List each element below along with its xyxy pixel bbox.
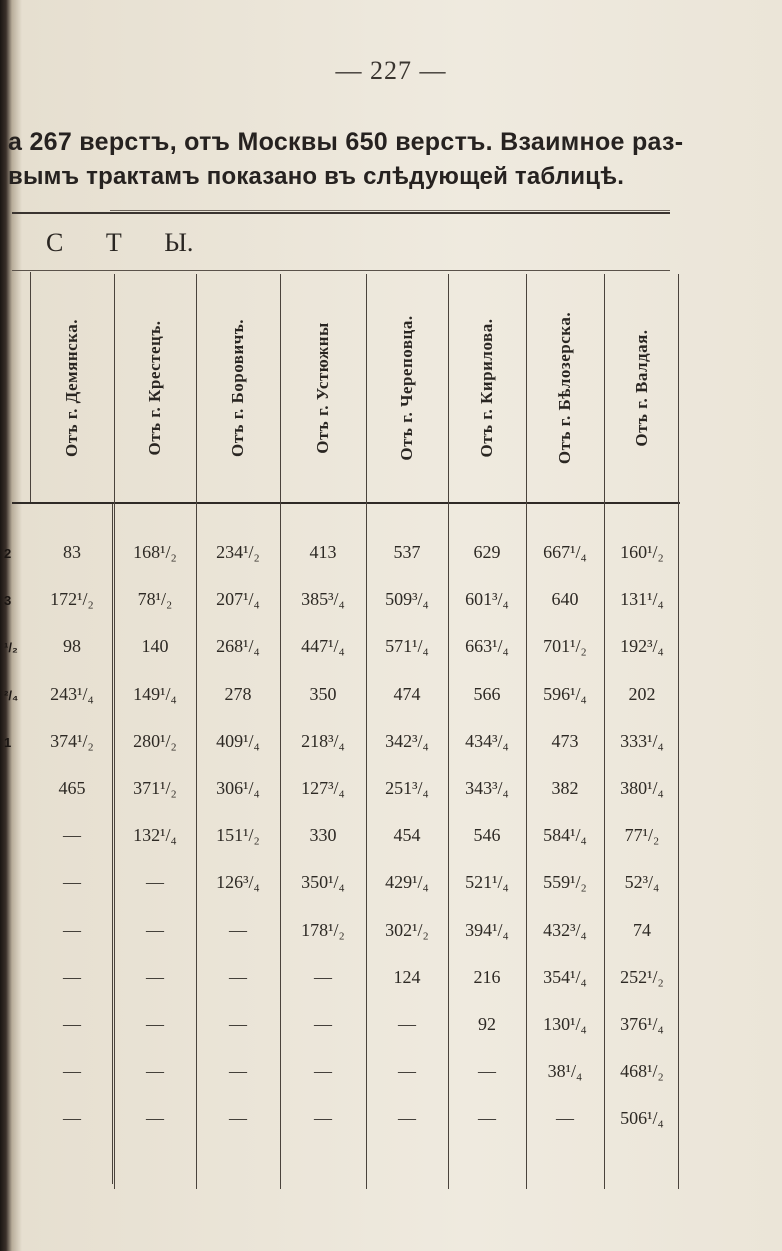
- column-header-label: Отъ г. Бѣлозерска.: [555, 311, 574, 465]
- column-header: [280, 282, 366, 494]
- table-cell: 278: [224, 683, 252, 704]
- table-cell: —: [146, 1061, 164, 1082]
- table-cell: —: [63, 919, 81, 940]
- table-cell: 192³/₄: [620, 636, 664, 657]
- table-cell: 663¹/₄: [465, 636, 509, 657]
- table-cell: 202: [628, 683, 656, 704]
- table-cell: 178¹/₂: [301, 919, 345, 940]
- table-cell: 234¹/₂: [216, 542, 260, 562]
- table-cell: 302¹/₂: [385, 919, 429, 940]
- table-cell: 429¹/₄: [385, 872, 429, 893]
- table-cell: 432³/₄: [543, 919, 587, 940]
- table-cell: 571¹/₄: [385, 636, 429, 657]
- table-cell: 168¹/₂: [133, 542, 177, 562]
- table-cell: —: [398, 1014, 416, 1034]
- table-cell: 473: [551, 730, 579, 751]
- table-cell: —: [314, 966, 332, 987]
- table-cell: 354¹/₄: [543, 966, 587, 987]
- table-cell: 160¹/₂: [620, 542, 664, 562]
- table-cell: 521¹/₄: [465, 872, 509, 893]
- table-cell: 584¹/₄: [543, 825, 587, 846]
- column-header-label: Отъ г. Устюжны: [313, 322, 332, 454]
- table-cell: —: [63, 1108, 81, 1129]
- table-cell: 640: [551, 589, 579, 610]
- table-cell: 342³/₄: [385, 730, 429, 751]
- table-cell: 667¹/₄: [543, 542, 587, 562]
- table-cell: 447¹/₄: [301, 636, 345, 657]
- table-cell: 268¹/₄: [216, 636, 260, 657]
- table-cell: 701¹/₂: [543, 636, 587, 657]
- page-number: — 227 —: [335, 56, 447, 85]
- table-cell: 394¹/₄: [465, 919, 509, 940]
- table-cell: —: [146, 1108, 164, 1129]
- table-cell: 131¹/₄: [620, 589, 664, 610]
- table-cell: 546: [473, 825, 501, 846]
- table-cell: 78¹/₂: [137, 589, 173, 610]
- table-cell: —: [229, 1014, 247, 1034]
- table-cell: 216: [473, 966, 501, 987]
- table-cell: —: [63, 1061, 81, 1082]
- table-cell: —: [478, 1061, 496, 1082]
- table-cell: —: [146, 966, 164, 987]
- column-header: [196, 282, 280, 494]
- left-margin-mark: ²/₄: [4, 687, 19, 703]
- table-cell: —: [229, 1061, 247, 1082]
- column-header-label: Отъ г. Демянска.: [62, 319, 81, 457]
- table-cell: 149¹/₄: [133, 683, 177, 704]
- table-cell: —: [398, 1108, 416, 1129]
- table-cell: 74: [633, 919, 651, 940]
- column-header: [604, 282, 680, 494]
- table-cell: 280¹/₂: [133, 730, 177, 751]
- table-cell: 537: [393, 542, 421, 562]
- table-cell: 343³/₄: [465, 778, 509, 798]
- table-cell: —: [229, 919, 247, 940]
- column-header: [114, 282, 196, 494]
- table-cell: —: [146, 872, 164, 893]
- column-header: [366, 282, 448, 494]
- table-cell: 127³/₄: [301, 778, 345, 798]
- table-cell: 251³/₄: [385, 778, 429, 798]
- column-header-label: Отъ г. Крестецъ.: [145, 320, 164, 456]
- table-cell: 52³/₄: [624, 872, 660, 893]
- table-cell: 172¹/₂: [50, 589, 94, 610]
- table-cell: —: [398, 1061, 416, 1082]
- table-cell: 454: [393, 825, 421, 846]
- table-cell: 601³/₄: [465, 589, 509, 610]
- table-cell: 38¹/₄: [547, 1061, 583, 1082]
- table-cell: 559¹/₂: [543, 872, 587, 893]
- section-heading-letter-1: С: [46, 228, 64, 257]
- table-cell: 371¹/₂: [133, 778, 177, 798]
- table-cell: 350¹/₄: [301, 872, 345, 893]
- table-cell: 83: [63, 542, 81, 562]
- table-cell: 77¹/₂: [624, 825, 660, 846]
- left-margin-mark: ¹/₂: [4, 640, 18, 656]
- table-cell: —: [314, 1108, 332, 1129]
- table-cell: 385³/₄: [301, 589, 345, 610]
- table-cell: 596¹/₄: [543, 683, 587, 704]
- table-cell: 243¹/₄: [50, 683, 94, 704]
- table-cell: —: [63, 1014, 81, 1034]
- table-cell: 124: [393, 966, 421, 987]
- section-heading-letter-3: Ы.: [164, 228, 194, 257]
- table-cell: 350: [309, 683, 337, 704]
- table-cell: 434³/₄: [465, 730, 509, 751]
- table-cell: 130¹/₄: [543, 1014, 587, 1034]
- table-cell: 218³/₄: [301, 730, 345, 751]
- section-heading: [46, 228, 229, 258]
- text-line-2: вымъ трактамъ показано въ слѣдующей таблицѣ.: [8, 163, 625, 190]
- table-cell: 126³/₄: [216, 872, 260, 893]
- table-cell: 333¹/₄: [620, 730, 664, 751]
- table-cell: —: [314, 1014, 332, 1034]
- table-cell: —: [556, 1108, 574, 1129]
- table-cell: —: [314, 1061, 332, 1082]
- table-cell: —: [229, 1108, 247, 1129]
- table-cell: —: [146, 919, 164, 940]
- left-margin-mark: 3: [4, 593, 12, 609]
- table-cell: 132¹/₄: [133, 825, 177, 846]
- text-line-1: а 267 верстъ, отъ Москвы 650 верстъ. Взаимное раз-: [8, 128, 684, 156]
- top-rule-thin: [110, 210, 670, 211]
- left-margin-mark: 2: [4, 546, 12, 561]
- table-cell: 376¹/₄: [620, 1014, 664, 1034]
- table-cell: —: [146, 1014, 164, 1034]
- table-cell: 151¹/₂: [216, 825, 260, 846]
- table-cell: 382: [551, 778, 579, 798]
- table-cell: 380¹/₄: [620, 778, 664, 798]
- table-cell: 98: [63, 636, 81, 657]
- table-cell: 465: [58, 778, 86, 798]
- column-header: [30, 282, 114, 494]
- table-cell: 92: [478, 1014, 496, 1034]
- top-rule: [12, 212, 670, 214]
- table-cell: —: [63, 966, 81, 987]
- column-header: [448, 282, 526, 494]
- table-cell: 409¹/₄: [216, 730, 260, 751]
- table-cell: 468¹/₂: [620, 1061, 664, 1082]
- left-margin-mark: 1: [4, 734, 12, 750]
- column-header-label: Отъ г. Боровичъ.: [228, 318, 247, 458]
- table-cell: 566: [473, 683, 501, 704]
- column-header-label: Отъ г. Череповца.: [397, 315, 416, 461]
- table-cell: —: [478, 1108, 496, 1129]
- table-cell: 413: [309, 542, 337, 562]
- table-cell: —: [63, 872, 81, 893]
- table-cell: —: [229, 966, 247, 987]
- table-cell: 374¹/₂: [50, 730, 94, 751]
- table-cell: 140: [141, 636, 169, 657]
- column-header-label: Отъ г. Валдая.: [632, 329, 651, 447]
- table-cell: 506¹/₄: [620, 1108, 664, 1129]
- column-header-label: Отъ г. Кирилова.: [477, 318, 496, 458]
- section-heading-letter-2: Т: [105, 228, 122, 257]
- table-cell: 252¹/₂: [620, 966, 664, 987]
- header-rule: [12, 270, 670, 271]
- column-header: [526, 282, 604, 494]
- table-cell: 629: [473, 542, 501, 562]
- table-cell: 474: [393, 683, 421, 704]
- table-cell: —: [63, 825, 81, 846]
- table-cell: 330: [309, 825, 337, 846]
- table-cell: 306¹/₄: [216, 778, 260, 798]
- table-cell: 509³/₄: [385, 589, 429, 610]
- table-cell: 207¹/₄: [216, 589, 260, 610]
